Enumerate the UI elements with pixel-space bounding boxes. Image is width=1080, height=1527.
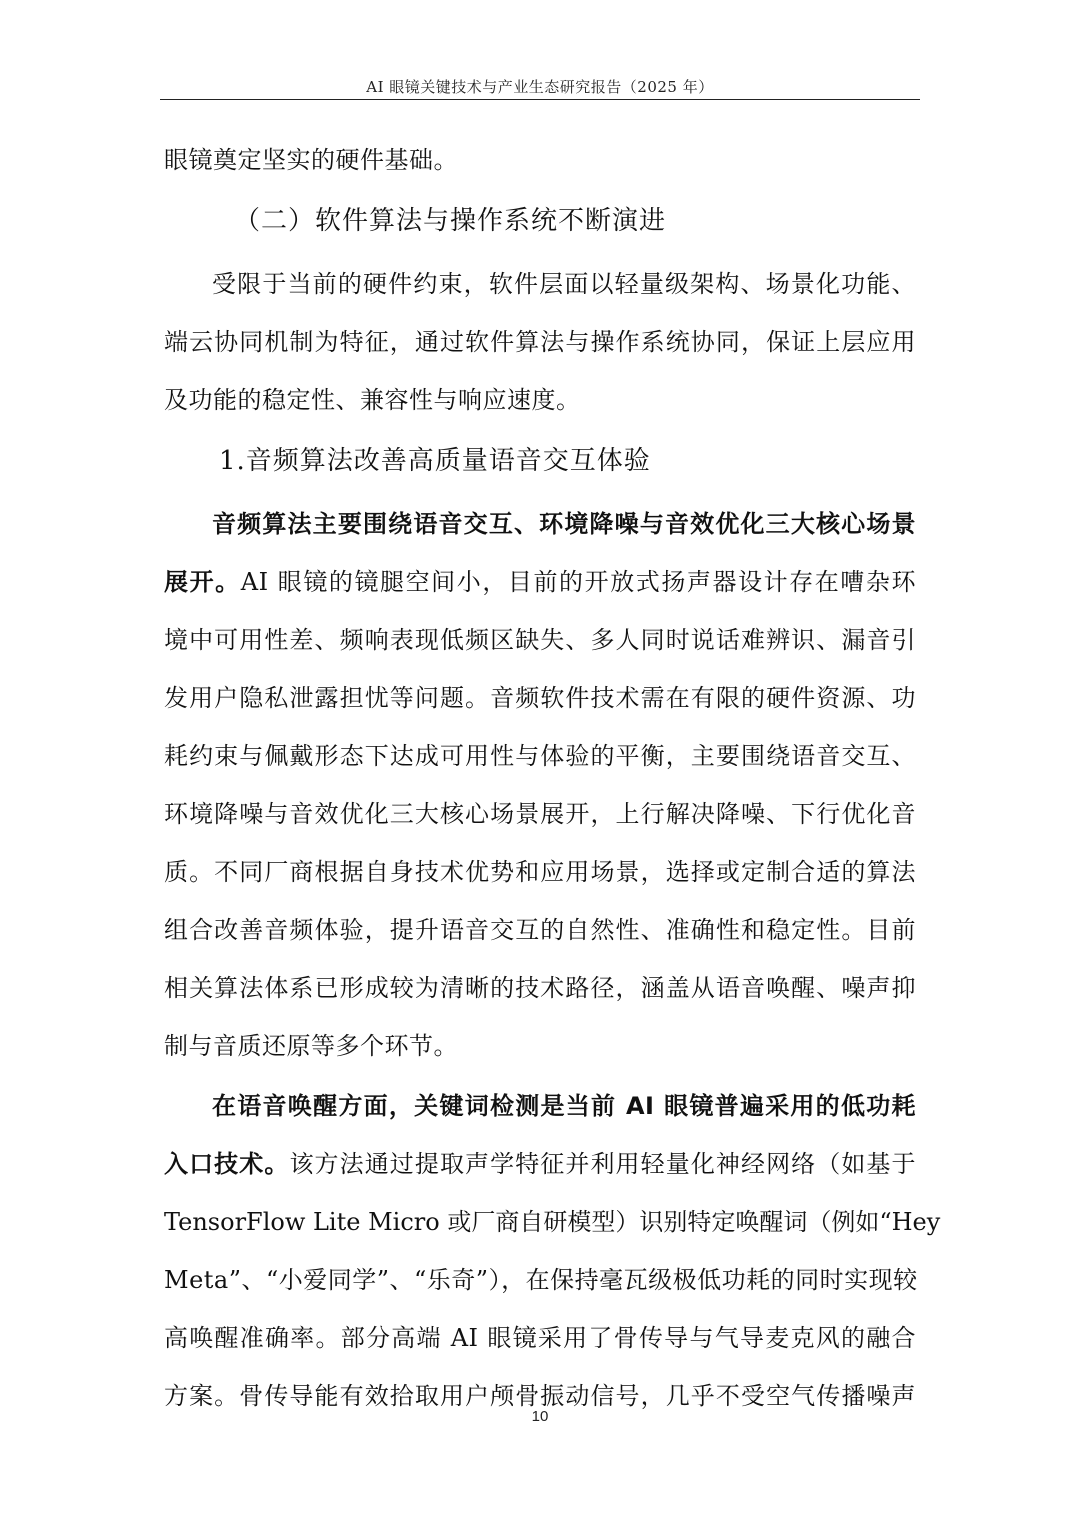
paragraph-bold-lead: 音频算法主要围绕语音交互、环境降噪与音效优化三大核心场景 xyxy=(212,510,916,538)
paragraph-line: 制与音质还原等多个环节。 xyxy=(164,1032,458,1060)
subsection-heading: 1.音频算法改善高质量语音交互体验 xyxy=(219,446,651,476)
paragraph-line: 眼镜奠定坚实的硬件基础。 xyxy=(164,146,458,174)
paragraph-line: 组合改善音频体验，提升语音交互的自然性、准确性和稳定性。目前 xyxy=(164,916,916,944)
paragraph-line xyxy=(164,1148,916,1180)
paragraph-line: 及功能的稳定性、兼容性与响应速度。 xyxy=(164,386,581,414)
bold-lead-end: 入口技术。 xyxy=(164,1150,290,1178)
paragraph-line: 方案。骨传导能有效拾取用户颅骨振动信号，几乎不受空气传播噪声 xyxy=(164,1382,916,1410)
paragraph-line: 受限于当前的硬件约束，软件层面以轻量级架构、场景化功能、 xyxy=(212,270,916,298)
paragraph-line: 高唤醒准确率。部分高端 AI 眼镜采用了骨传导与气导麦克风的融合 xyxy=(164,1324,916,1352)
paragraph-line: TensorFlow Lite Micro 或厂商自研模型）识别特定唤醒词（例如“Hey xyxy=(164,1208,941,1236)
paragraph-line: 发用户隐私泄露担忧等问题。音频软件技术需在有限的硬件资源、功 xyxy=(164,684,916,712)
paragraph-line: 质。不同厂商根据自身技术优势和应用场景，选择或定制合适的算法 xyxy=(164,858,916,886)
paragraph-line: 境中可用性差、频响表现低频区缺失、多人同时说话难辨识、漏音引 xyxy=(164,626,916,654)
header-divider xyxy=(160,99,920,100)
paragraph-line: Meta”、“小爱同学”、“乐奇”），在保持毫瓦级极低功耗的同时实现较 xyxy=(164,1266,918,1294)
paragraph-text: 该方法通过提取声学特征并利用轻量化神经网络（如基于 xyxy=(289,1150,917,1178)
page-number: 10 xyxy=(531,1408,549,1425)
paragraph-line: 耗约束与佩戴形态下达成可用性与体验的平衡，主要围绕语音交互、 xyxy=(164,742,916,770)
paragraph-line: 相关算法体系已形成较为清晰的技术路径，涵盖从语音唤醒、噪声抑 xyxy=(164,974,916,1002)
paragraph-line xyxy=(164,566,916,598)
bold-lead-end: 展开。 xyxy=(164,568,241,596)
paragraph-line: 环境降噪与音效优化三大核心场景展开，上行解决降噪、下行优化音 xyxy=(164,800,916,828)
paragraph-text: AI 眼镜的镜腿空间小，目前的开放式扬声器设计存在嘈杂环 xyxy=(240,568,917,596)
paragraph-line: 端云协同机制为特征，通过软件算法与操作系统协同，保证上层应用 xyxy=(164,328,916,356)
section-heading: （二）软件算法与操作系统不断演进 xyxy=(234,206,667,236)
paragraph-bold-lead: 在语音唤醒方面，关键词检测是当前 AI 眼镜普遍采用的低功耗 xyxy=(212,1092,916,1120)
running-header: AI 眼镜关键技术与产业生态研究报告（2025 年） xyxy=(366,78,714,96)
